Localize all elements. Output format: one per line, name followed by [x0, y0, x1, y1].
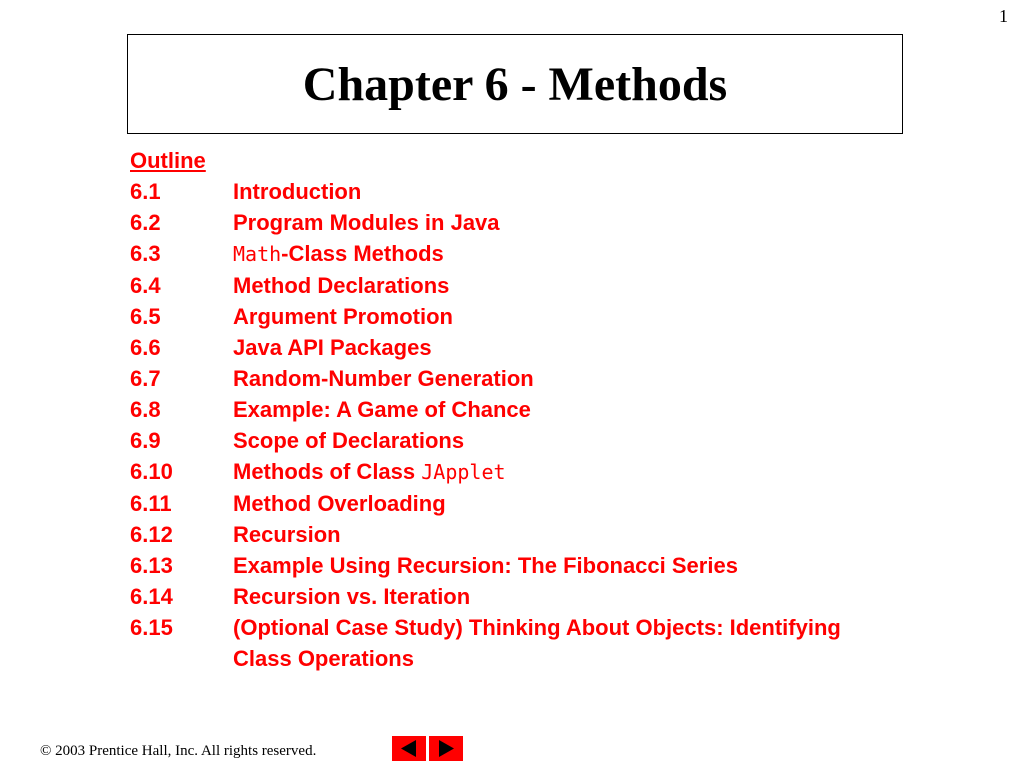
outline-item-number: 6.14 [130, 584, 173, 609]
outline-item [130, 363, 990, 394]
outline-item-number: 6.1 [130, 179, 161, 204]
outline-item-number: 6.15 [130, 615, 173, 640]
outline-item-number: 6.4 [130, 273, 161, 298]
outline-item-number: 6.7 [130, 366, 161, 391]
outline-item-text [233, 612, 990, 674]
outline-item [130, 456, 990, 488]
outline-item-text: Recursion [233, 522, 341, 547]
triangle-left-icon [392, 736, 426, 761]
outline-item [130, 238, 990, 270]
outline-item-text: Program Modules in Java [233, 210, 500, 235]
outline-item-text [233, 456, 990, 488]
triangle-right-icon [429, 736, 463, 761]
outline-item-number: 6.13 [130, 553, 173, 578]
outline-item-number: 6.9 [130, 428, 161, 453]
outline-item-text-line1: (Optional Case Study) Thinking About Objects: Identifying [233, 615, 841, 640]
outline-item-number: 6.8 [130, 397, 161, 422]
slide-navigation [392, 736, 463, 761]
previous-slide-button[interactable] [392, 736, 426, 761]
outline-item-text [233, 238, 990, 270]
outline-item [130, 519, 990, 550]
outline-item-number: 6.3 [130, 241, 161, 266]
outline-item-text: Introduction [233, 179, 362, 204]
copyright-footer: © 2003 Prentice Hall, Inc. All rights reserved. [40, 743, 317, 759]
outline-item-text: Method Overloading [233, 491, 446, 516]
title-box [127, 34, 903, 134]
outline-item-text: Example: A Game of Chance [233, 397, 531, 422]
slide-title: Chapter 6 - Methods [302, 57, 728, 111]
outline-item-text-rest: -Class Methods [281, 241, 444, 266]
outline-item [130, 176, 990, 207]
outline-item [130, 394, 990, 425]
outline-item-text-lead: Methods of Class [233, 459, 422, 484]
outline-item [130, 332, 990, 363]
outline-item-number: 6.11 [130, 491, 172, 516]
outline-item-number: 6.10 [130, 459, 173, 484]
outline-item [130, 301, 990, 332]
outline-item-text: Random-Number Generation [233, 366, 534, 391]
outline-item [130, 270, 990, 301]
outline-item-text: Method Declarations [233, 273, 450, 298]
outline [130, 145, 990, 674]
outline-item-text: Example Using Recursion: The Fibonacci Series [233, 553, 738, 578]
outline-item-text: Java API Packages [233, 335, 432, 360]
outline-item [130, 425, 990, 456]
outline-item-number: 6.5 [130, 304, 161, 329]
outline-item [130, 488, 990, 519]
outline-item-text: Scope of Declarations [233, 428, 465, 453]
outline-item-code: Math [233, 242, 282, 266]
outline-item [130, 550, 990, 581]
outline-item [130, 207, 990, 238]
outline-item-text: Recursion vs. Iteration [233, 584, 471, 609]
outline-item [130, 581, 990, 612]
outline-heading: Outline [130, 148, 206, 173]
outline-item [130, 612, 990, 674]
next-slide-button[interactable] [429, 736, 463, 761]
outline-item-number: 6.6 [130, 335, 161, 360]
outline-item-text-line2: Class Operations [233, 646, 414, 671]
outline-item-number: 6.2 [130, 210, 161, 235]
outline-item-text: Argument Promotion [233, 304, 453, 329]
page-number: 1 [999, 6, 1008, 26]
outline-item-number: 6.12 [130, 522, 173, 547]
outline-item-code: JApplet [421, 460, 506, 484]
